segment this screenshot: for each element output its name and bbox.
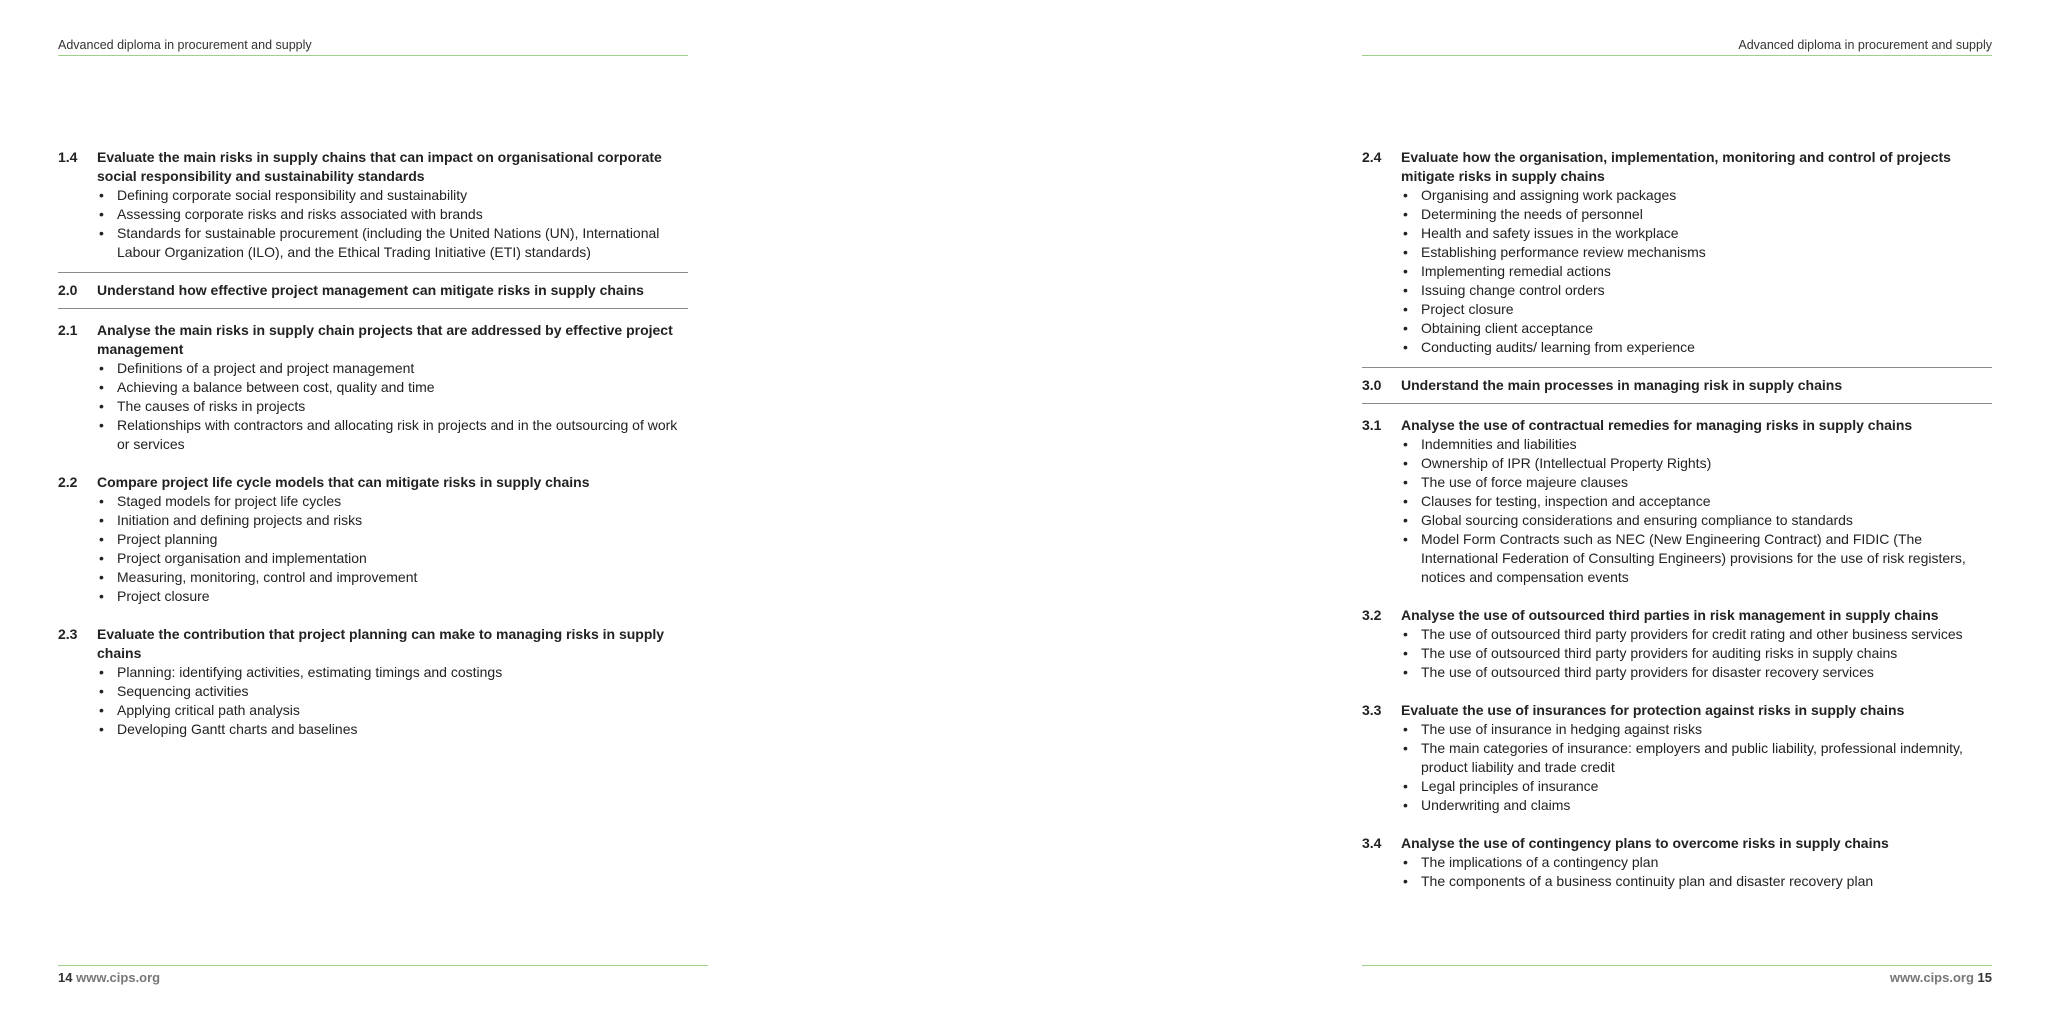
bullet-text: The use of force majeure clauses xyxy=(1421,474,1628,490)
right-content xyxy=(1362,148,1992,910)
bullet-item xyxy=(97,549,688,568)
bullet-icon: • xyxy=(1403,778,1408,794)
section-heading-row xyxy=(1362,606,1992,625)
bullet-icon: • xyxy=(1403,664,1408,680)
bullet-text: Global sourcing considerations and ensuring compliance to standards xyxy=(1421,512,1853,528)
section-number: 3.0 xyxy=(1362,377,1382,393)
bullet-item xyxy=(97,378,688,397)
bullet-text: The use of outsourced third party providers for disaster recovery services xyxy=(1421,664,1874,680)
bullet-text: Conducting audits/ learning from experience xyxy=(1421,339,1695,355)
bullet-icon: • xyxy=(1403,493,1408,509)
bullet-text: Applying critical path analysis xyxy=(117,702,300,718)
bullet-text: Measuring, monitoring, control and improvement xyxy=(117,569,418,585)
left-content xyxy=(58,148,688,758)
bullet-text: The use of outsourced third party providers for auditing risks in supply chains xyxy=(1421,645,1898,661)
bullet-icon: • xyxy=(99,588,104,604)
bullet-text: Developing Gantt charts and baselines xyxy=(117,721,358,737)
bullet-item xyxy=(1401,777,1992,796)
bullet-icon: • xyxy=(1403,797,1408,813)
main-outcome-heading xyxy=(58,272,688,309)
site-url-right[interactable]: www.cips.org xyxy=(1889,970,1974,985)
bullet-icon: • xyxy=(99,398,104,414)
bullet-icon: • xyxy=(99,379,104,395)
section-title: Analyse the use of contractual remedies for managing risks in supply chains xyxy=(1401,417,1913,433)
bullet-item xyxy=(1401,644,1992,663)
bullet-icon: • xyxy=(1403,320,1408,336)
bullet-text: Project organisation and implementation xyxy=(117,550,367,566)
section-title: Analyse the use of outsourced third parties in risk management in supply chains xyxy=(1401,607,1939,623)
bullet-text: Underwriting and claims xyxy=(1421,797,1571,813)
section-number: 3.4 xyxy=(1362,835,1382,851)
bullet-text: Determining the needs of personnel xyxy=(1421,206,1643,222)
bullet-item xyxy=(97,530,688,549)
bullet-list xyxy=(1362,435,1992,587)
bullet-item xyxy=(1401,435,1992,454)
bullet-icon: • xyxy=(99,683,104,699)
bullet-item xyxy=(97,587,688,606)
bullet-text: Ownership of IPR (Intellectual Property Rights) xyxy=(1421,455,1712,471)
section-heading-row xyxy=(1362,834,1992,853)
section-title: Evaluate the use of insurances for protection against risks in supply chains xyxy=(1401,702,1905,718)
learning-outcome-section xyxy=(58,321,688,454)
bullet-text: Staged models for project life cycles xyxy=(117,493,342,509)
bullet-text: Indemnities and liabilities xyxy=(1421,436,1577,452)
bullet-icon: • xyxy=(1403,531,1408,547)
section-number: 2.0 xyxy=(58,282,78,298)
bullet-item xyxy=(1401,720,1992,739)
bullet-text: Relationships with contractors and allocating risk in projects and in the outsourcing of work or services xyxy=(117,417,678,452)
bullet-icon: • xyxy=(1403,740,1408,756)
bullet-item xyxy=(97,701,688,720)
learning-outcome-section xyxy=(1362,148,1992,357)
bullet-icon: • xyxy=(99,417,104,433)
bullet-item xyxy=(97,663,688,682)
bullet-icon: • xyxy=(1403,263,1408,279)
left-page xyxy=(58,0,688,1024)
bullet-icon: • xyxy=(1403,282,1408,298)
bullet-item xyxy=(1401,492,1992,511)
section-number: 2.1 xyxy=(58,322,78,338)
bullet-icon: • xyxy=(99,360,104,376)
bullet-item xyxy=(1401,243,1992,262)
bullet-text: The causes of risks in projects xyxy=(117,398,306,414)
bullet-item xyxy=(1401,796,1992,815)
section-number: 3.2 xyxy=(1362,607,1382,623)
bullet-text: Assessing corporate risks and risks associated with brands xyxy=(117,206,483,222)
bullet-item xyxy=(97,224,688,262)
bullet-list xyxy=(58,492,688,606)
bullet-text: Implementing remedial actions xyxy=(1421,263,1611,279)
page-number-right: 15 xyxy=(1977,970,1992,985)
bullet-item xyxy=(1401,338,1992,357)
section-title: Evaluate the contribution that project planning can make to managing risks in supply chains xyxy=(97,626,665,661)
bullet-item xyxy=(1401,300,1992,319)
section-number: 2.2 xyxy=(58,474,78,490)
bullet-item xyxy=(97,416,688,454)
learning-outcome-section xyxy=(58,473,688,606)
bullet-item xyxy=(97,682,688,701)
bullet-icon: • xyxy=(1403,512,1408,528)
bullet-text: Obtaining client acceptance xyxy=(1421,320,1593,336)
bullet-item xyxy=(1401,262,1992,281)
bullet-item xyxy=(1401,186,1992,205)
bullet-text: The main categories of insurance: employers and public liability, professional indemnity, product liability and trade credit xyxy=(1421,740,1963,775)
section-heading-row xyxy=(1362,416,1992,435)
bullet-item xyxy=(1401,625,1992,644)
bullet-text: The components of a business continuity plan and disaster recovery plan xyxy=(1421,873,1874,889)
section-title: Analyse the use of contingency plans to overcome risks in supply chains xyxy=(1401,835,1889,851)
bullet-item xyxy=(1401,319,1992,338)
bullet-icon: • xyxy=(1403,301,1408,317)
bullet-text: Project closure xyxy=(1421,301,1514,317)
section-number: 2.4 xyxy=(1362,149,1382,165)
footer-rule-left xyxy=(58,965,708,966)
bullet-item xyxy=(1401,205,1992,224)
bullet-icon: • xyxy=(99,493,104,509)
footer-right xyxy=(1890,970,1992,985)
bullet-item xyxy=(1401,739,1992,777)
bullet-list xyxy=(1362,625,1992,682)
bullet-item xyxy=(97,186,688,205)
bullet-icon: • xyxy=(1403,225,1408,241)
bullet-item xyxy=(97,359,688,378)
section-title: Evaluate how the organisation, implementation, monitoring and control of projects mitigate risks in supply chains xyxy=(1401,149,1951,184)
bullet-icon: • xyxy=(1403,187,1408,203)
section-heading-row xyxy=(58,148,688,186)
section-number: 3.3 xyxy=(1362,702,1382,718)
bullet-icon: • xyxy=(99,664,104,680)
bullet-text: Legal principles of insurance xyxy=(1421,778,1599,794)
bullet-text: Issuing change control orders xyxy=(1421,282,1605,298)
bullet-text: Project planning xyxy=(117,531,218,547)
section-heading-row xyxy=(58,473,688,492)
bullet-icon: • xyxy=(1403,339,1408,355)
section-title: Understand how effective project management can mitigate risks in supply chains xyxy=(97,282,644,298)
running-head-left: Advanced diploma in procurement and supply xyxy=(58,38,688,56)
bullet-icon: • xyxy=(99,550,104,566)
bullet-item xyxy=(1401,853,1992,872)
bullet-item xyxy=(97,720,688,739)
bullet-item xyxy=(1401,281,1992,300)
bullet-text: Clauses for testing, inspection and acceptance xyxy=(1421,493,1711,509)
bullet-item xyxy=(97,492,688,511)
bullet-icon: • xyxy=(99,512,104,528)
bullet-text: Definitions of a project and project management xyxy=(117,360,415,376)
bullet-list xyxy=(1362,720,1992,815)
bullet-list xyxy=(58,186,688,262)
bullet-text: Health and safety issues in the workplace xyxy=(1421,225,1679,241)
bullet-text: Initiation and defining projects and risks xyxy=(117,512,363,528)
bullet-icon: • xyxy=(1403,474,1408,490)
bullet-icon: • xyxy=(1403,455,1408,471)
section-title: Compare project life cycle models that can mitigate risks in supply chains xyxy=(97,474,590,490)
bullet-icon: • xyxy=(99,206,104,222)
bullet-text: The use of outsourced third party providers for credit rating and other business services xyxy=(1421,626,1963,642)
section-heading-row xyxy=(58,281,688,300)
section-heading-row xyxy=(58,625,688,663)
bullet-icon: • xyxy=(1403,645,1408,661)
section-heading-row xyxy=(1362,376,1992,395)
learning-outcome-section xyxy=(1362,416,1992,587)
bullet-icon: • xyxy=(1403,854,1408,870)
bullet-text: Establishing performance review mechanisms xyxy=(1421,244,1706,260)
bullet-text: Defining corporate social responsibility and sustainability xyxy=(117,187,468,203)
section-title: Evaluate the main risks in supply chains that can impact on organisational corporate social responsibility and sustainability standards xyxy=(97,149,662,184)
footer-rule-right xyxy=(1362,965,1992,966)
bullet-icon: • xyxy=(1403,206,1408,222)
bullet-icon: • xyxy=(1403,873,1408,889)
bullet-icon: • xyxy=(1403,244,1408,260)
footer-left xyxy=(58,970,160,985)
bullet-list xyxy=(58,359,688,454)
section-number: 1.4 xyxy=(58,149,78,165)
bullet-list xyxy=(1362,186,1992,357)
bullet-item xyxy=(1401,224,1992,243)
page-number-left: 14 xyxy=(58,970,73,985)
learning-outcome-section xyxy=(1362,834,1992,891)
bullet-text: Model Form Contracts such as NEC (New Engineering Contract) and FIDIC (The International Federation of Consulting Engineers) provisions for the use of risk registers, notices and compensation events xyxy=(1421,531,1966,585)
section-title: Analyse the main risks in supply chain projects that are addressed by effective project management xyxy=(97,322,673,357)
bullet-icon: • xyxy=(99,225,104,241)
bullet-text: The use of insurance in hedging against risks xyxy=(1421,721,1702,737)
bullet-icon: • xyxy=(99,702,104,718)
learning-outcome-section xyxy=(58,625,688,739)
bullet-icon: • xyxy=(99,721,104,737)
bullet-item xyxy=(97,568,688,587)
bullet-icon: • xyxy=(1403,436,1408,452)
bullet-text: Organising and assigning work packages xyxy=(1421,187,1677,203)
bullet-item xyxy=(97,397,688,416)
site-url-left[interactable]: www.cips.org xyxy=(76,970,161,985)
bullet-item xyxy=(1401,454,1992,473)
bullet-text: Achieving a balance between cost, quality and time xyxy=(117,379,435,395)
bullet-text: Project closure xyxy=(117,588,210,604)
section-heading-row xyxy=(58,321,688,359)
bullet-item xyxy=(1401,473,1992,492)
bullet-list xyxy=(58,663,688,739)
bullet-item xyxy=(1401,663,1992,682)
section-title: Understand the main processes in managing risk in supply chains xyxy=(1401,377,1843,393)
learning-outcome-section xyxy=(1362,701,1992,815)
bullet-text: Planning: identifying activities, estimating timings and costings xyxy=(117,664,503,680)
section-number: 2.3 xyxy=(58,626,78,642)
bullet-item xyxy=(1401,530,1992,587)
bullet-item xyxy=(97,205,688,224)
section-number: 3.1 xyxy=(1362,417,1382,433)
section-heading-row xyxy=(1362,701,1992,720)
bullet-list xyxy=(1362,853,1992,891)
bullet-item xyxy=(1401,511,1992,530)
bullet-item xyxy=(1401,872,1992,891)
bullet-icon: • xyxy=(99,531,104,547)
bullet-icon: • xyxy=(99,569,104,585)
right-page xyxy=(1362,0,1992,1024)
main-outcome-heading xyxy=(1362,367,1992,404)
learning-outcome-section xyxy=(1362,606,1992,682)
bullet-text: Standards for sustainable procurement (including the United Nations (UN), International Labour Organization (ILO), and the Ethical Trading Initiative (ETI) standards) xyxy=(117,225,660,260)
bullet-text: Sequencing activities xyxy=(117,683,249,699)
section-heading-row xyxy=(1362,148,1992,186)
bullet-icon: • xyxy=(1403,626,1408,642)
bullet-item xyxy=(97,511,688,530)
running-head-right: Advanced diploma in procurement and supply xyxy=(1362,38,1992,56)
bullet-icon: • xyxy=(99,187,104,203)
bullet-text: The implications of a contingency plan xyxy=(1421,854,1659,870)
learning-outcome-section xyxy=(58,148,688,262)
bullet-icon: • xyxy=(1403,721,1408,737)
